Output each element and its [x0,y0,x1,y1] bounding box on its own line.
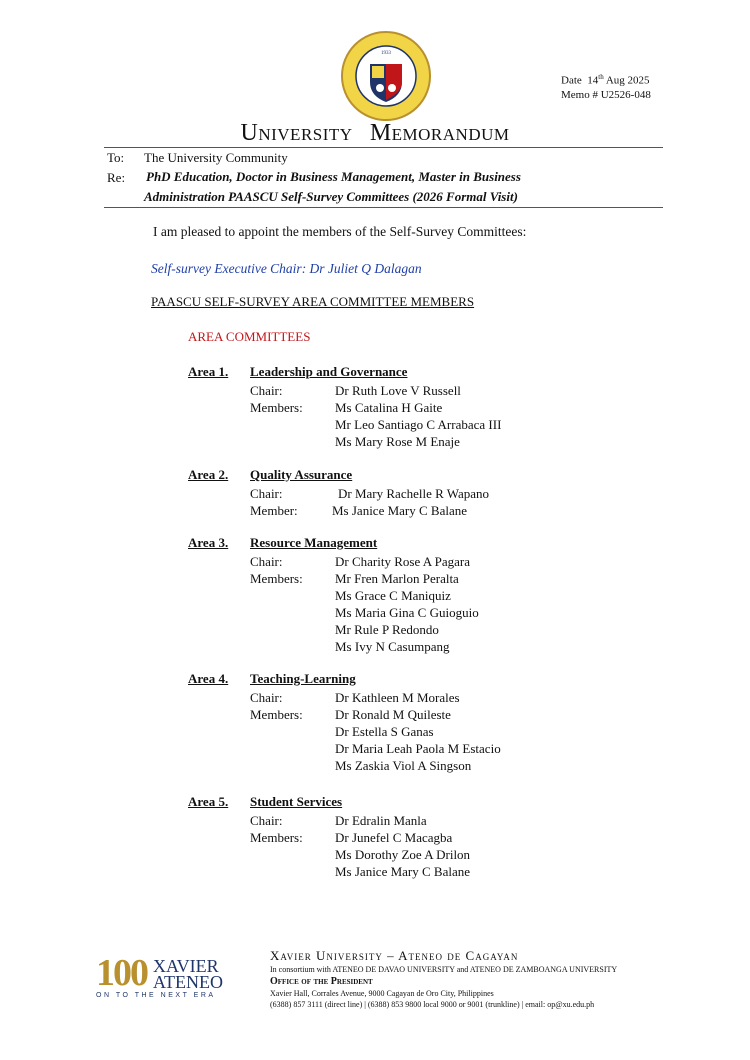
footer-consortium: In consortium with ATENEO DE DAVAO UNIVERSITY and ATENEO DE ZAMBOANGA UNIVERSITY [270,965,618,974]
area-3-members-label: Members: [250,571,303,586]
title-word-1: U [240,120,259,146]
memo-date: Date 14th Aug 2025 [561,73,650,87]
title-word-2: M [369,120,392,146]
area-3-chair: Dr Charity Rose A Pagara [335,554,471,569]
re-line-2: Administration PAASCU Self-Survey Committees (2026 Formal Visit) [144,189,518,204]
footer-info [270,948,617,1010]
area-4-members-label: Members: [250,707,303,722]
area-5-member: Dr Junefel C Macagba [335,830,453,845]
area-4-member: Dr Maria Leah Paola M Estacio [335,741,501,756]
intro-text: I am pleased to appoint the members of the Self-Survey Committees: [153,224,527,239]
area-2-member: Ms Janice Mary C Balane [332,503,468,518]
area-1-num: Area 1. [188,364,229,379]
area-2-num: Area 2. [188,467,229,482]
area-5-member: Ms Dorothy Zoe A Drilon [335,847,471,862]
re-label: Re: [107,170,126,185]
logo-tagline: ON TO THE NEXT ERA [96,992,216,999]
footer-org: Xavier University – Ateneo de Cagayan [270,948,519,963]
area-1-member: Mr Leo Santiago C Arrabaca III [335,417,502,432]
title-word-1-rest: NIVERSITY [258,125,353,144]
area-1-member: Ms Mary Rose M Enaje [335,434,460,449]
area-3-name: Resource Management [250,535,378,550]
to-label: To: [107,150,125,165]
area-4-chair: Dr Kathleen M Morales [335,690,460,705]
area-3-member: Mr Rule P Redondo [335,622,439,637]
section-heading: PAASCU SELF-SURVEY AREA COMMITTEE MEMBERS [151,294,475,309]
university-seal [340,30,432,122]
area-3-member: Ms Ivy N Casumpang [335,639,450,654]
title-word-2-rest: EMORANDUM [391,125,510,144]
area-5-members-label: Members: [250,830,303,845]
centennial-logo [96,952,223,999]
area-3-num: Area 3. [188,535,229,550]
area-4-member: Ms Zaskia Viol A Singson [335,758,472,773]
area-5-chair: Dr Edralin Manla [335,813,427,828]
area-3-member: Mr Fren Marlon Peralta [335,571,459,586]
divider-bottom [104,207,663,208]
to-value: The University Community [144,150,288,165]
area-2-name: Quality Assurance [250,467,353,482]
area-1-chair: Dr Ruth Love V Russell [335,383,461,398]
area-1-name: Leadership and Governance [250,364,408,379]
divider-top [104,147,663,148]
memo-number: Memo # U2526-048 [561,88,651,101]
svg-text:1933: 1933 [381,51,391,56]
area-1-chair-label: Chair: [250,383,283,398]
area-4-heading [188,671,356,687]
area-2-chair: Dr Mary Rachelle R Wapano [338,486,490,501]
footer-address: Xavier Hall, Corrales Avenue, 9000 Cagayan de Oro City, Philippines [270,989,494,998]
area-2-members-label: Member: [250,503,298,518]
area-1-heading [188,364,408,380]
footer-contact: (6388) 857 3111 (direct line) | (6388) 853 9800 local 9000 or 9001 (trunkline) | email: op@xu.edu.ph [270,1000,595,1009]
area-5-heading [188,794,343,810]
memo-date-block [561,70,651,102]
area-1-members-label: Members: [250,400,303,415]
area-1-member: Ms Catalina H Gaite [335,400,443,415]
area-4-chair-label: Chair: [250,690,283,705]
area-4-num: Area 4. [188,671,229,686]
area-5-name: Student Services [250,794,343,809]
area-5-member: Ms Janice Mary C Balane [335,864,471,879]
executive-chair: Self-survey Executive Chair: Dr Juliet Q Dalagan [151,261,422,276]
area-3-heading [188,535,378,551]
re-line-1: PhD Education, Doctor in Business Management, Master in Business [146,169,521,184]
area-3-member: Ms Grace C Maniquiz [335,588,451,603]
area-committees-heading: AREA COMMITTEES [188,329,311,344]
area-2-chair-label: Chair: [250,486,283,501]
area-3-chair-label: Chair: [250,554,283,569]
page-title [0,120,750,147]
area-5-chair-label: Chair: [250,813,283,828]
area-3-member: Ms Maria Gina C Guioguio [335,605,479,620]
area-4-name: Teaching-Learning [250,671,356,686]
area-4-member: Dr Estella S Ganas [335,724,434,739]
area-5-num: Area 5. [188,794,229,809]
area-2-heading [188,467,353,483]
area-4-member: Dr Ronald M Quileste [335,707,451,722]
logo-xavier: XAVIER [153,956,219,976]
footer-office: Office of the President [270,976,373,987]
logo-ateneo: ATENEO [153,972,223,992]
logo-100: 100 [96,952,147,994]
